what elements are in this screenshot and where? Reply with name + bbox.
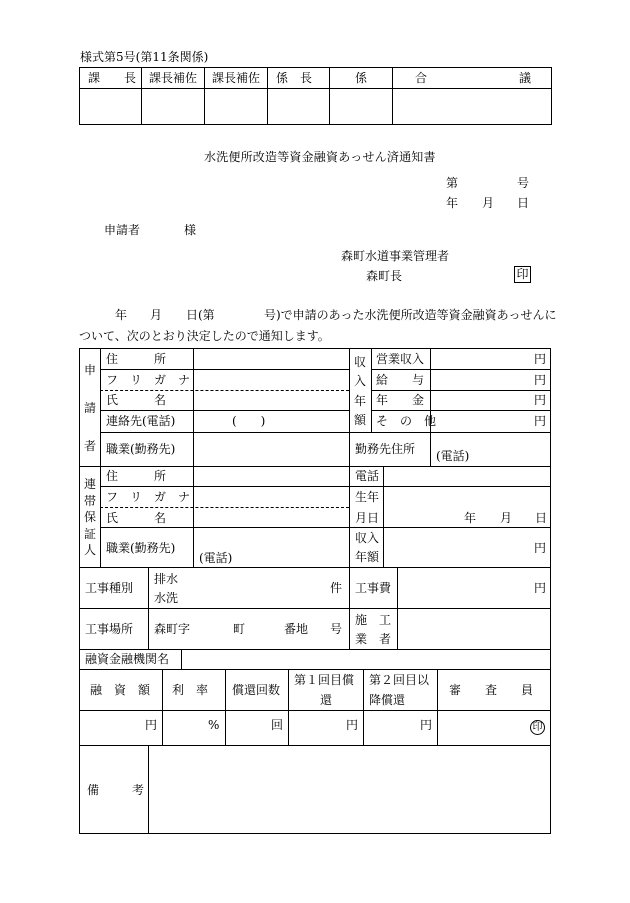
workplace-address-label: 勤務先住所 bbox=[355, 442, 416, 456]
guarantor-occupation-label: 職業(勤務先) bbox=[106, 541, 176, 555]
guarantor-income-label-b: 年額 bbox=[355, 550, 380, 564]
addressee-sama: 様 bbox=[184, 223, 197, 237]
body-line1: 号)で申請のあった水洗便所改造等資金融資あっせんに bbox=[264, 308, 557, 322]
issuer-name: 森町長 bbox=[366, 269, 403, 283]
work-place-machi: 町 bbox=[233, 622, 246, 636]
guarantor-birth-year: 年 bbox=[464, 511, 477, 525]
approval-header-deputy-1: 課長補佐 bbox=[149, 71, 198, 85]
applicant-furigana-label: フ リ ガ ナ bbox=[106, 373, 191, 387]
guarantor-tel-label: 電話 bbox=[355, 469, 380, 483]
body-day: 日(第 bbox=[186, 308, 215, 322]
issuer-org: 森町水道事業管理者 bbox=[341, 249, 450, 263]
guarantor-phone-label: (電話) bbox=[199, 551, 233, 565]
guarantor-section-label: 連 帯 保 証 人 bbox=[83, 477, 96, 557]
finance-amount-yen: 円 bbox=[145, 718, 158, 732]
issuer-seal-icon: 印 bbox=[514, 266, 531, 283]
form-id: 様式第5号(第11条関係) bbox=[80, 50, 209, 64]
guarantor-birth-label-b: 月日 bbox=[355, 511, 380, 525]
guarantor-birth-day: 日 bbox=[535, 511, 548, 525]
finance-second-header-b: 降償還 bbox=[369, 693, 406, 707]
approval-header-consult-a: 合 bbox=[415, 71, 428, 85]
applicant-income-section-label: 収 入 年 額 bbox=[353, 355, 366, 427]
date-day: 日 bbox=[517, 196, 530, 210]
number-dai: 第 bbox=[446, 176, 459, 190]
work-type-flush: 水洗 bbox=[154, 591, 179, 605]
contractor-label-a: 施 工 bbox=[355, 613, 392, 627]
approval-header-deputy-2: 課長補佐 bbox=[212, 71, 261, 85]
work-type-label: 工事種別 bbox=[85, 581, 134, 595]
contractor-label-b: 業 者 bbox=[355, 632, 392, 646]
finance-amount-header: 融 資 額 bbox=[90, 683, 151, 697]
bank-name-label: 融資金融機関名 bbox=[85, 652, 170, 666]
applicant-occupation-label: 職業(勤務先) bbox=[106, 442, 176, 456]
approval-header-section-chief: 係 長 bbox=[276, 71, 313, 85]
body-month: 月 bbox=[150, 308, 163, 322]
income-business-label: 営業収入 bbox=[376, 352, 425, 366]
number-go: 号 bbox=[517, 176, 530, 190]
income-other-yen: 円 bbox=[534, 414, 547, 428]
income-pension-yen: 円 bbox=[534, 393, 547, 407]
guarantor-name-label: 氏 名 bbox=[106, 511, 167, 525]
approval-header-divider bbox=[79, 88, 552, 89]
work-cost-yen: 円 bbox=[534, 581, 547, 595]
finance-examiner-header: 審 査 員 bbox=[449, 683, 534, 697]
approval-header-chief: 課 長 bbox=[88, 71, 137, 85]
workplace-phone-label: (電話) bbox=[436, 449, 470, 463]
examiner-seal-icon: 印 bbox=[530, 720, 545, 735]
guarantor-birth-month: 月 bbox=[500, 511, 513, 525]
guarantor-address-label: 住 所 bbox=[106, 469, 167, 483]
income-business-yen: 円 bbox=[534, 352, 547, 366]
date-year: 年 bbox=[446, 196, 459, 210]
finance-rate-header: 利 率 bbox=[172, 683, 209, 697]
finance-second-yen: 円 bbox=[420, 718, 433, 732]
work-place-banchi: 番地 bbox=[284, 622, 309, 636]
finance-count-times: 回 bbox=[271, 718, 284, 732]
applicant-address-label: 住 所 bbox=[106, 352, 167, 366]
applicant-contact-paren: ( ) bbox=[232, 414, 266, 428]
work-place-aza: 森町字 bbox=[154, 622, 191, 636]
finance-count-header: 償還回数 bbox=[232, 683, 281, 697]
finance-first-header-b: 還 bbox=[320, 693, 333, 707]
remarks-label-a: 備 bbox=[87, 783, 100, 797]
applicant-name-label: 氏 名 bbox=[106, 393, 167, 407]
guarantor-birth-label-a: 生年 bbox=[355, 490, 380, 504]
income-other-label: そ の 他 bbox=[376, 414, 437, 428]
finance-first-header-a: 第１回目償 bbox=[294, 673, 355, 687]
remarks-label-b: 考 bbox=[132, 783, 145, 797]
applicant-section-label: 申 請 者 bbox=[83, 363, 96, 453]
income-salary-yen: 円 bbox=[534, 373, 547, 387]
document-title: 水洗便所改造等資金融資あっせん済通知書 bbox=[204, 150, 436, 164]
guarantor-income-yen: 円 bbox=[534, 541, 547, 555]
finance-first-yen: 円 bbox=[346, 718, 359, 732]
work-type-drainage: 排水 bbox=[154, 572, 179, 586]
income-salary-label: 給 与 bbox=[376, 373, 425, 387]
date-month: 月 bbox=[482, 196, 495, 210]
finance-rate-percent: % bbox=[208, 718, 220, 732]
income-pension-label: 年 金 bbox=[376, 393, 425, 407]
approval-header-consult-b: 議 bbox=[519, 71, 532, 85]
work-type-ken: 件 bbox=[330, 581, 343, 595]
work-cost-label: 工事費 bbox=[355, 581, 392, 595]
body-line2: ついて、次のとおり決定したので通知します。 bbox=[79, 329, 330, 343]
finance-second-header-a: 第２回目以 bbox=[369, 673, 430, 687]
body-year: 年 bbox=[115, 308, 128, 322]
applicant-contact-label: 連絡先(電話) bbox=[106, 414, 176, 428]
work-place-label: 工事場所 bbox=[85, 622, 134, 636]
addressee-label: 申請者 bbox=[104, 223, 141, 237]
guarantor-furigana-label: フ リ ガ ナ bbox=[106, 490, 191, 504]
approval-header-staff: 係 bbox=[355, 71, 368, 85]
work-place-go: 号 bbox=[330, 622, 343, 636]
guarantor-income-label-a: 収入 bbox=[355, 531, 380, 545]
